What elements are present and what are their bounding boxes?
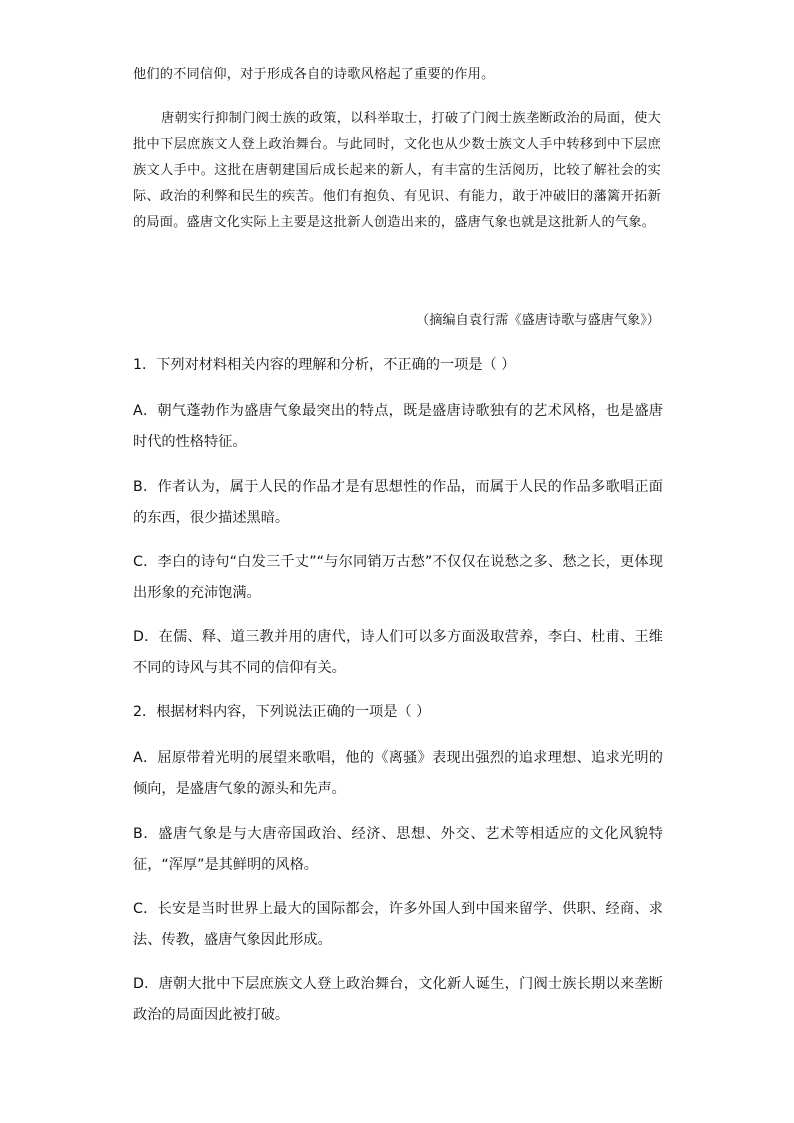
passage-paragraph-2: 唐朝实行抑制门阀士族的政策，以科举取士，打破了门阀士族垄断政治的局面，使大批中下层庶族文人登上政治舞台。与此同时，文化也从少数士族文人手中转移到中下层庶族文人手中。这批在唐朝建国后成长起来的新人，有丰富的生活阅历，比较了解社会的实际、政治的利弊和民生的疾苦。他们有抱负、有见识、有能力，敢于冲破旧的藩篱开拓新的局面。盛唐文化实际上主要是这批新人创造出来的，盛唐气象也就是这批新人的气象。: [133, 111, 661, 230]
question-1-stem: 1．下列对材料相关内容的理解和分析，不正确的一项是（ ）: [133, 357, 516, 373]
question-1-option-a: A．朝气蓬勃作为盛唐气象最突出的特点，既是盛唐诗歌独有的艺术风格，也是盛唐时代的性格特征。: [133, 403, 663, 450]
question-2-stem: 2．根据材料内容，下列说法正确的一项是（ ）: [133, 704, 431, 720]
question-1-option-c: C．李白的诗句“白发三千丈”“与尔同销万古愁”不仅仅在说愁之多、愁之长，更体现出形象的充沛饱满。: [133, 554, 663, 601]
passage-source: （摘编自袁行霈《盛唐诗歌与盛唐气象》）: [416, 313, 660, 328]
question-2-option-c: C．长安是当时世界上最大的国际都会，许多外国人到中国来留学、供职、经商、求法、传教，盛唐气象因此形成。: [133, 901, 663, 948]
passage-continuation: 他们的不同信仰，对于形成各自的诗歌风格起了重要的作用。: [133, 67, 495, 82]
question-2-option-d: D．唐朝大批中下层庶族文人登上政治舞台，文化新人诞生，门阀士族长期以来垄断政治的局面因此被打破。: [133, 976, 663, 1023]
question-1-option-d: D．在儒、释、道三教并用的唐代，诗人们可以多方面汲取营养，李白、杜甫、王维不同的诗风与其不同的信仰有关。: [133, 629, 663, 676]
question-2-option-b: B．盛唐气象是与大唐帝国政治、经济、思想、外交、艺术等相适应的文化风貌特征，“浑厚”是其鲜明的风格。: [133, 826, 663, 873]
question-1-option-b: B．作者认为，属于人民的作品才是有思想性的作品，而属于人民的作品多歌唱正面的东西，很少描述黑暗。: [133, 479, 663, 526]
question-2-option-a: A．屈原带着光明的展望来歌唱，他的《离骚》表现出强烈的追求理想、追求光明的倾向，是盛唐气象的源头和先声。: [133, 750, 663, 797]
